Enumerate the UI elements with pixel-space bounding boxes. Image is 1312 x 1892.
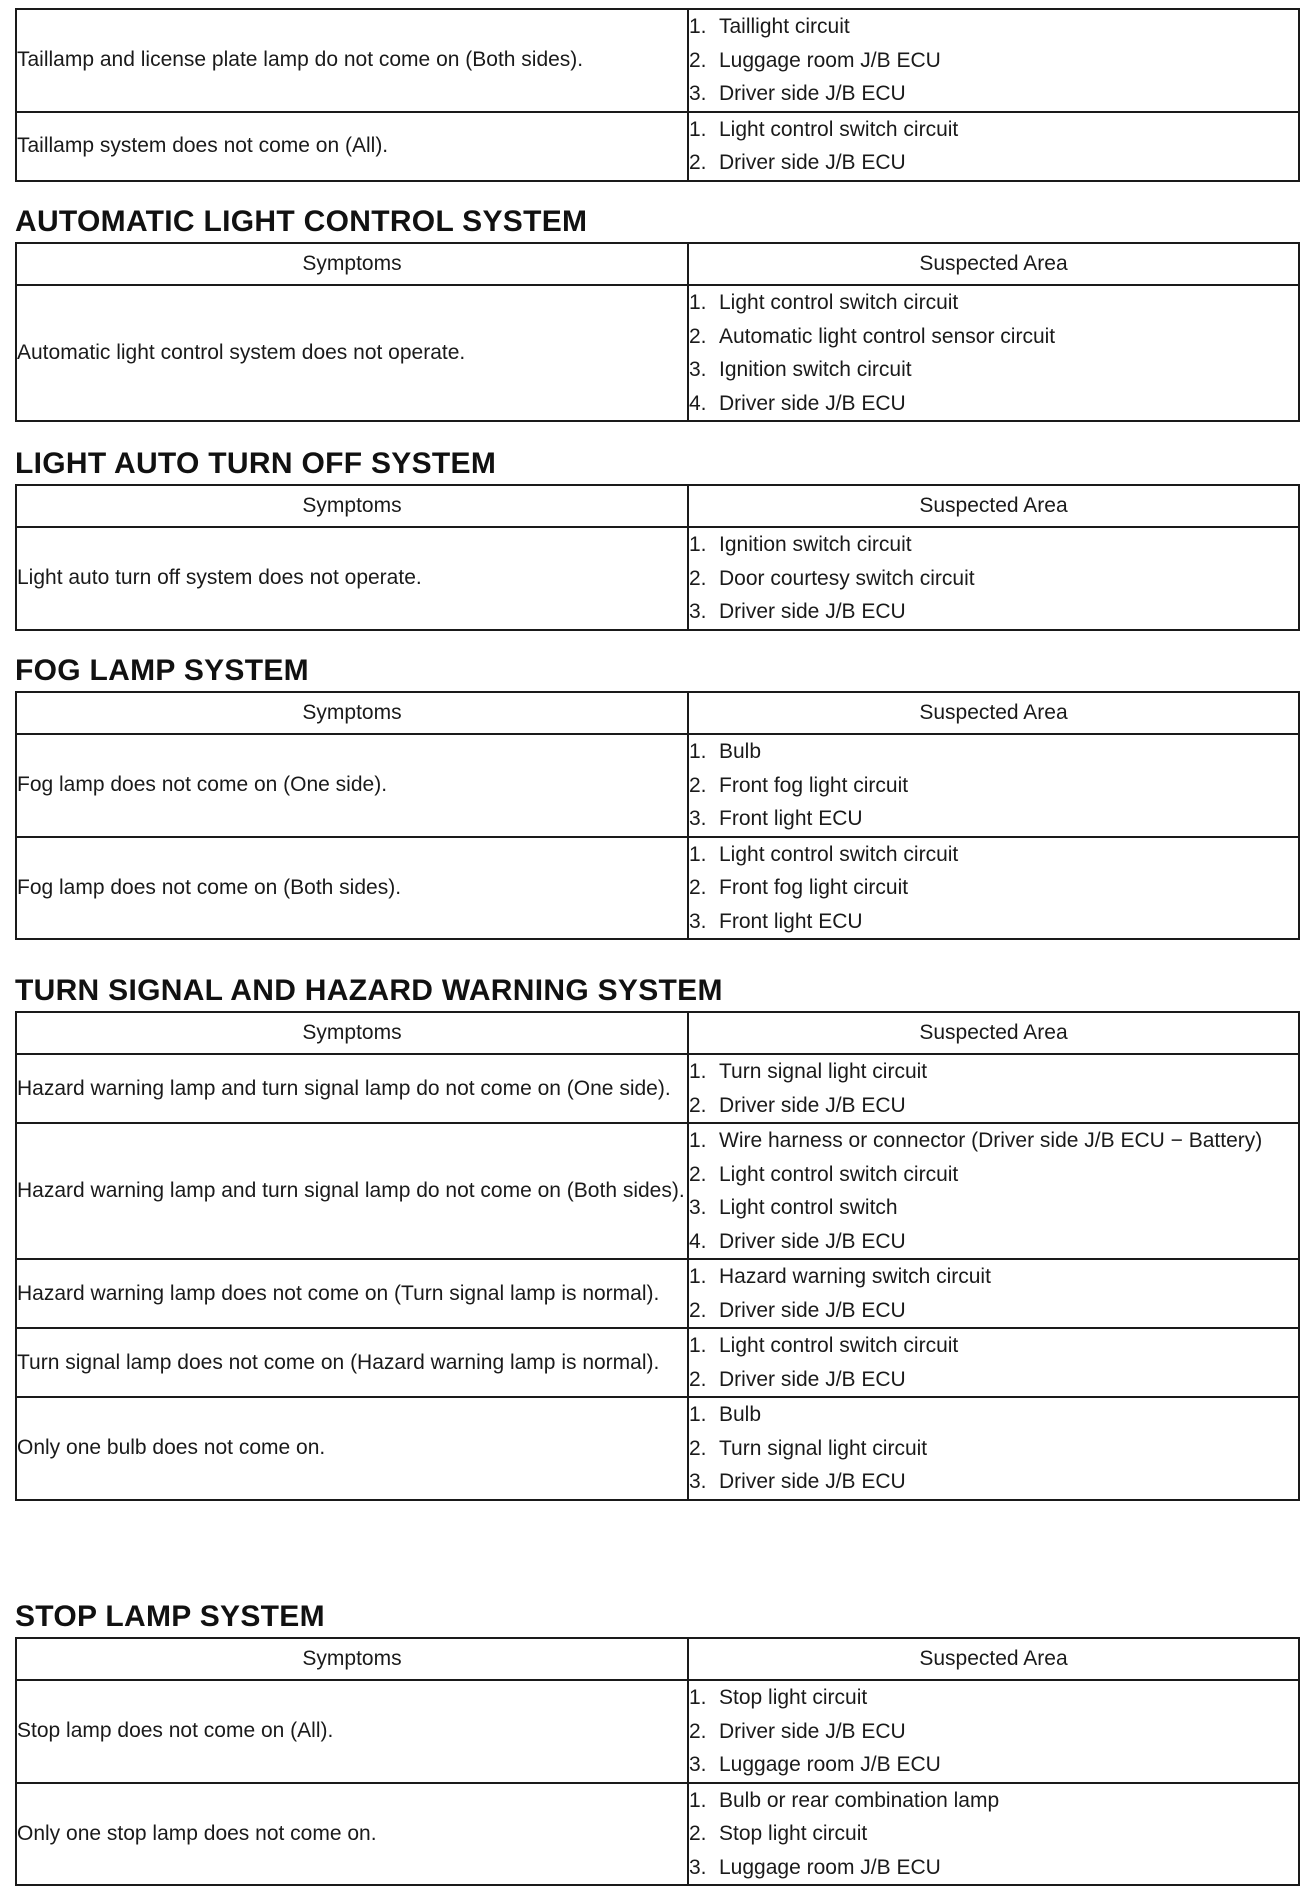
list-item [689,871,1298,905]
list-item [689,1748,1298,1782]
table-header-row [16,1638,1299,1680]
table-row [16,527,1299,630]
suspected-area-cell [688,837,1299,940]
suspected-area-cell [688,1328,1299,1397]
list-item-text: Driver side J/B ECU [719,1298,906,1322]
table-row [16,734,1299,837]
list-item [689,802,1298,836]
list-item-number: 2. [689,1367,707,1391]
suspected-area-cell [688,1783,1299,1886]
list-item-text: Driver side J/B ECU [719,1719,906,1743]
list-item [689,1089,1298,1123]
suspected-area-cell [688,1123,1299,1259]
list-item-text: Light control switch circuit [719,117,959,141]
list-item [689,113,1298,147]
suspected-area-cell [688,1054,1299,1123]
symptom-cell: Hazard warning lamp does not come on (Turn signal lamp is normal). [16,1259,688,1328]
col-header-symptoms: Symptoms [16,692,688,734]
suspected-area-list [689,1124,1298,1258]
table-row [16,285,1299,421]
list-item-text: Bulb or rear combination lamp [719,1788,1000,1812]
symptom-table [15,691,1300,940]
col-header-suspected-area: Suspected Area [688,692,1299,734]
list-item-number: 3. [689,600,707,623]
table-header-row [16,485,1299,527]
list-item [689,1715,1298,1749]
list-item [689,44,1298,78]
section-heading: FOG LAMP SYSTEM [15,654,309,687]
symptom-table [15,1011,1300,1501]
list-item-text: Hazard warning switch circuit [719,1265,991,1288]
table-row [16,1054,1299,1123]
suspected-area-list [689,1681,1298,1782]
list-item-number: 2. [689,1298,707,1322]
list-item-text: Front fog light circuit [719,773,909,797]
list-item-number: 2. [689,1719,707,1743]
list-item-text: Bulb [719,740,762,763]
suspected-area-cell [688,1397,1299,1500]
list-item [689,387,1298,421]
list-item [689,735,1298,769]
suspected-area-cell [688,1680,1299,1783]
list-item [689,77,1298,111]
list-item-text: Front light ECU [719,909,863,933]
list-item-text: Ignition switch circuit [719,358,912,381]
list-item [689,10,1298,44]
suspected-area-cell [688,112,1299,181]
list-item-text: Stop light circuit [719,1822,868,1845]
section-heading: LIGHT AUTO TURN OFF SYSTEM [15,447,497,480]
list-item-text: Automatic light control sensor circuit [719,324,1056,348]
symptom-cell: Light auto turn off system does not operate. [16,527,688,630]
col-header-symptoms: Symptoms [16,1638,688,1680]
suspected-area-cell [688,285,1299,421]
section-stop-lamp [15,1597,1297,1886]
suspected-area-cell [688,1259,1299,1328]
list-item-text: Light control switch circuit [719,842,959,866]
col-header-suspected-area: Suspected Area [688,485,1299,527]
list-item-text: Turn signal light circuit [719,1436,928,1460]
list-item-number: 1. [689,533,707,556]
symptom-cell: Fog lamp does not come on (Both sides). [16,837,688,940]
list-item-number: 3. [689,1470,707,1493]
suspected-area-list [689,10,1298,111]
list-item [689,1784,1298,1818]
list-item [689,1225,1298,1259]
section-fog-lamp [15,651,1297,940]
table-header-row [16,243,1299,285]
suspected-area-list [689,1260,1298,1327]
list-item-number: 2. [689,151,707,174]
symptom-cell: Hazard warning lamp and turn signal lamp do not come on (One side). [16,1054,688,1123]
list-item-number: 4. [689,391,707,415]
list-item [689,1329,1298,1363]
list-item-text: Wire harness or connector (Driver side J/B ECU − Battery) [719,1129,1263,1152]
list-item [689,1681,1298,1715]
col-header-suspected-area: Suspected Area [688,1638,1299,1680]
list-item [689,1055,1298,1089]
suspected-area-cell [688,527,1299,630]
symptom-cell: Turn signal lamp does not come on (Hazard warning lamp is normal). [16,1328,688,1397]
list-item-number: 1. [689,291,707,314]
list-item-text: Driver side J/B ECU [719,1367,906,1391]
list-item [689,1398,1298,1432]
list-item [689,320,1298,354]
list-item-number: 1. [689,842,707,866]
table-row [16,1328,1299,1397]
list-item-number: 2. [689,1436,707,1460]
list-item [689,353,1298,387]
list-item-text: Front light ECU [719,807,863,830]
list-item-number: 2. [689,1822,707,1845]
list-item-number: 3. [689,358,707,381]
list-item-text: Driver side J/B ECU [719,600,906,623]
list-item-number: 1. [689,15,707,38]
list-item-text: Luggage room J/B ECU [719,1753,941,1776]
table-header-row [16,692,1299,734]
list-item-number: 2. [689,566,707,590]
table-row [16,1783,1299,1886]
list-item-text: Bulb [719,1403,762,1426]
list-item [689,1158,1298,1192]
col-header-suspected-area: Suspected Area [688,1012,1299,1054]
list-item-number: 1. [689,1686,707,1709]
list-item-text: Luggage room J/B ECU [719,48,941,72]
table-row [16,1397,1299,1500]
list-item-number: 1. [689,1129,707,1152]
table-row [16,1680,1299,1783]
suspected-area-list [689,1329,1298,1396]
list-item [689,1124,1298,1158]
col-header-suspected-area: Suspected Area [688,243,1299,285]
list-item [689,1294,1298,1328]
list-item-text: Light control switch [719,1196,898,1219]
list-item-text: Light control switch circuit [719,1162,959,1186]
list-item-number: 1. [689,1788,707,1812]
list-item-text: Luggage room J/B ECU [719,1855,941,1879]
table-row [16,112,1299,181]
section-heading: STOP LAMP SYSTEM [15,1600,325,1633]
list-item-text: Driver side J/B ECU [719,1093,906,1117]
symptom-cell: Hazard warning lamp and turn signal lamp do not come on (Both sides). [16,1123,688,1259]
list-item-number: 1. [689,1403,707,1426]
list-item [689,1817,1298,1851]
symptom-cell: Automatic light control system does not operate. [16,285,688,421]
list-item-number: 2. [689,324,707,348]
list-item-number: 3. [689,807,707,830]
suspected-area-list [689,528,1298,629]
suspected-area-list [689,113,1298,180]
list-item-text: Driver side J/B ECU [719,151,906,174]
section-heading: AUTOMATIC LIGHT CONTROL SYSTEM [15,205,588,238]
list-item-text: Driver side J/B ECU [719,82,906,105]
list-item-text: Driver side J/B ECU [719,1470,906,1493]
list-item-number: 3. [689,1196,707,1219]
list-item [689,838,1298,872]
list-item [689,1260,1298,1294]
list-item [689,146,1298,180]
symptom-table [15,484,1300,631]
list-item [689,1432,1298,1466]
suspected-area-cell [688,9,1299,112]
list-item-number: 2. [689,876,707,899]
suspected-area-list [689,1398,1298,1499]
section-automatic-light-control [15,202,1297,422]
col-header-symptoms: Symptoms [16,243,688,285]
list-item [689,595,1298,629]
list-item-number: 3. [689,909,707,933]
symptom-cell: Taillamp and license plate lamp do not come on (Both sides). [16,9,688,112]
symptom-cell: Taillamp system does not come on (All). [16,112,688,181]
list-item [689,1465,1298,1499]
list-item-text: Stop light circuit [719,1686,868,1709]
suspected-area-list [689,1784,1298,1885]
suspected-area-list [689,286,1298,420]
symptom-table [15,1637,1300,1886]
suspected-area-list [689,838,1298,939]
table-header-row [16,1012,1299,1054]
list-item-text: Light control switch circuit [719,1334,959,1357]
list-item [689,1191,1298,1225]
section-turn-signal-hazard [15,971,1297,1501]
section-heading: TURN SIGNAL AND HAZARD WARNING SYSTEM [15,974,723,1007]
table-row [16,9,1299,112]
table-row [16,1123,1299,1259]
list-item [689,286,1298,320]
list-item-number: 2. [689,1162,707,1186]
list-item-number: 1. [689,1060,707,1083]
symptom-table [15,8,1300,182]
list-item-number: 1. [689,1334,707,1357]
symptom-cell: Only one stop lamp does not come on. [16,1783,688,1886]
list-item [689,769,1298,803]
symptom-table [15,242,1300,422]
list-item-number: 2. [689,773,707,797]
section-light-auto-turn-off [15,444,1297,631]
list-item [689,562,1298,596]
list-item [689,1363,1298,1397]
list-item [689,905,1298,939]
table-row [16,1259,1299,1328]
list-item-text: Front fog light circuit [719,876,909,899]
list-item [689,1851,1298,1885]
col-header-symptoms: Symptoms [16,1012,688,1054]
list-item-text: Door courtesy switch circuit [719,566,975,590]
suspected-area-cell [688,734,1299,837]
symptom-cell: Stop lamp does not come on (All). [16,1680,688,1783]
list-item-number: 1. [689,117,707,141]
list-item-text: Driver side J/B ECU [719,391,906,415]
col-header-symptoms: Symptoms [16,485,688,527]
list-item-number: 2. [689,48,707,72]
list-item-number: 4. [689,1229,707,1253]
symptom-cell: Only one bulb does not come on. [16,1397,688,1500]
list-item-number: 2. [689,1093,707,1117]
list-item-text: Light control switch circuit [719,291,959,314]
table-row [16,837,1299,940]
list-item-number: 1. [689,1265,707,1288]
list-item-number: 3. [689,1855,707,1879]
list-item-text: Taillight circuit [719,15,850,38]
list-item-number: 3. [689,82,707,105]
list-item-text: Turn signal light circuit [719,1060,928,1083]
list-item-number: 1. [689,740,707,763]
suspected-area-list [689,1055,1298,1122]
suspected-area-list [689,735,1298,836]
list-item-text: Driver side J/B ECU [719,1229,906,1253]
taillamp-continued-section [15,8,1297,182]
symptom-cell: Fog lamp does not come on (One side). [16,734,688,837]
list-item [689,528,1298,562]
list-item-text: Ignition switch circuit [719,533,912,556]
list-item-number: 3. [689,1753,707,1776]
